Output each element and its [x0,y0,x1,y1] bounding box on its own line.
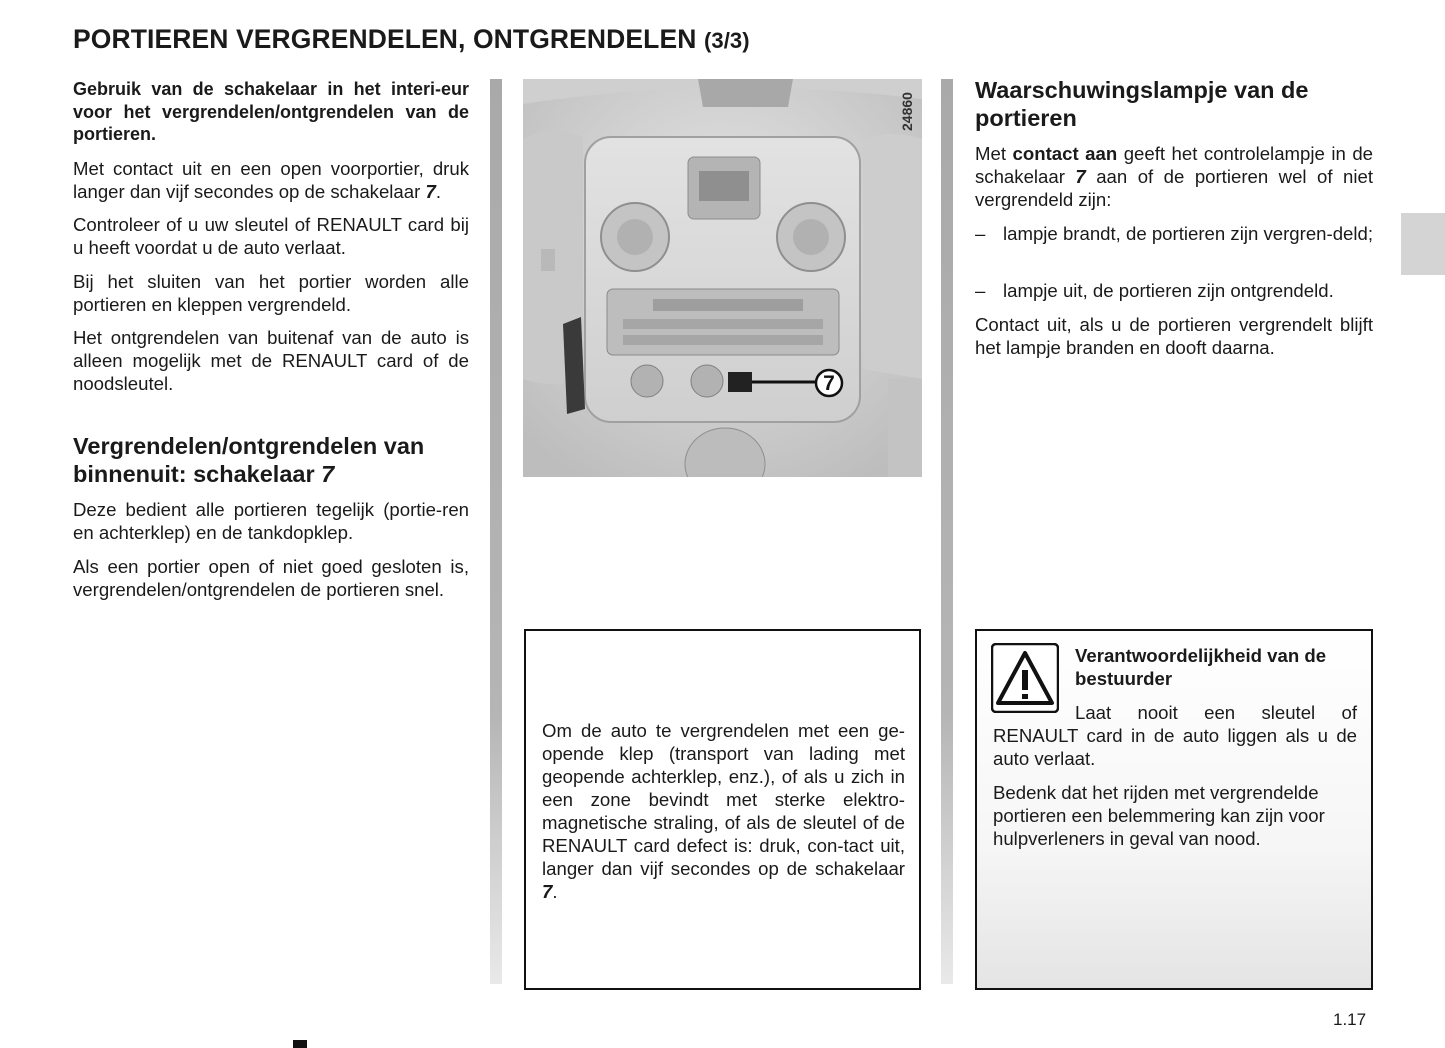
bullet-dash-2: – [975,280,986,301]
paragraph-4: Het ontgrendelen van buitenaf van de auto is alleen mogelijk met de RENAULT card of de noodsleutel. [73,327,469,394]
warning-title: Verantwoordelijkheid van de bestuurder [1075,645,1327,689]
warning-paragraph-2: Bedenk dat het rijden met vergrendelde portieren een belemmering kan zijn voor hulpverleners in geval van nood. [993,782,1325,849]
note-ref-7: 7 [542,881,553,902]
bullet-dash-1: – [975,223,986,244]
dashboard-photo [523,79,922,477]
bullet-text-1: lampje brandt, de portieren zijn vergren-deld; [1003,223,1374,244]
warning-paragraph-1: Laat nooit een sleutel of RENAULT card in de auto liggen als u de auto verlaat. [993,702,1357,769]
section-heading-warning-light: Waarschuwingslampje van de portieren [975,77,1309,131]
dashboard-illustration [523,79,922,477]
title-main: PORTIEREN VERGRENDELEN, ONTGRENDELEN [73,24,697,54]
crop-mark [293,1040,307,1048]
paragraph-5: Deze bedient alle portieren tegelijk (portie-ren en achterklep) en de tankdopklep. [73,499,469,543]
section-heading-schakelaar: Vergrendelen/ontgrendelen van binnenuit: schakelaar 7 [73,433,425,487]
page-title [73,24,750,55]
figure-ref-number: 24860 [899,92,915,131]
bullet-text-2: lampje uit, de portieren zijn ontgrendeld. [1003,280,1334,301]
figure-callout-7: 7 [823,372,835,395]
paragraph-1: Met contact uit en een open voorportier, druk langer dan vijf secondes op de schakelaar 7. [73,158,469,202]
paragraph-2: Controleer of u uw sleutel of RENAULT card bij u heeft voordat u de auto verlaat. [73,214,469,258]
col3-paragraph-2: Contact uit, als u de portieren vergrendelt blijft het lampje branden en dooft daarna. [975,314,1373,358]
col3-ref-7: 7 [1075,166,1086,187]
page-number: 1.17 [1333,1010,1367,1029]
column-divider-left [490,79,502,984]
note-text: Om de auto te vergrendelen met een ge-opende klep (transport van lading met geopende achterklep, enz.), of als u zich in een zone bevindt met sterke elektro-magnetische straling, of als de sleutel of de RENAULT card defect is: druk, con-tact uit, langer dan vijf secondes op de schakelaar 7. [542,720,905,902]
col3-paragraph-1: Met contact aan geeft het controlelampje in de schakelaar 7 aan of de portieren wel of niet vergrendeld zijn: [975,143,1374,210]
intro-bold-text: Gebruik van de schakelaar in het interi-eur voor het vergrendelen/ontgrendelen van de portieren. [73,79,469,144]
title-page-of: (3/3) [703,28,750,53]
paragraph-3: Bij het sluiten van het portier worden alle portieren en kleppen vergrendeld. [73,271,469,315]
warning-box [975,629,1373,990]
paragraph-6: Als een portier open of niet goed gesloten is, vergrendelen/ontgrendelen de portieren snel. [73,556,469,600]
column-divider-right [941,79,953,984]
note-box [524,629,921,990]
chapter-tab [1401,213,1445,275]
ref-7: 7 [425,181,436,202]
heading-ref-7: 7 [321,461,335,487]
